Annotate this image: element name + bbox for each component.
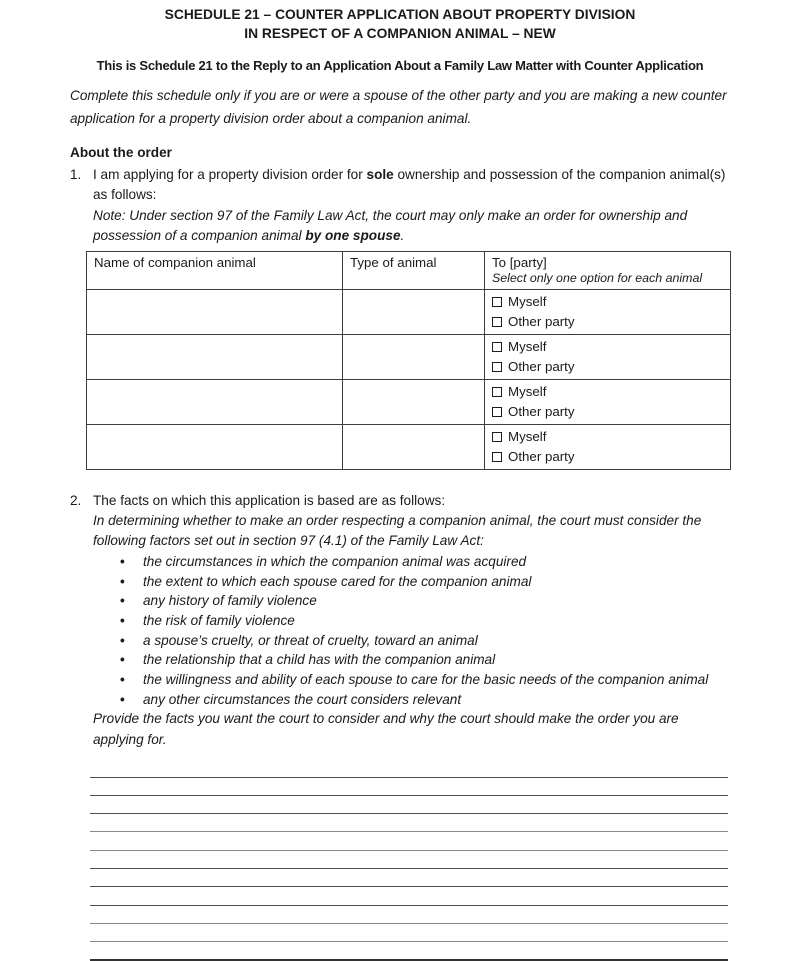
factor-item: • any other circumstances the court considers relevant — [143, 690, 730, 710]
table-row — [87, 289, 731, 334]
writing-line[interactable] — [90, 924, 728, 942]
animal-type-input-row4[interactable] — [343, 424, 485, 469]
animal-type-input-row2[interactable] — [343, 334, 485, 379]
checkbox-other-party-row2[interactable] — [492, 362, 502, 372]
option-myself-row1[interactable]: Myself — [492, 292, 724, 312]
checkbox-other-party-row1[interactable] — [492, 317, 502, 327]
item-2-text: The facts on which this application is based are as follows: — [93, 492, 446, 508]
writing-line[interactable] — [90, 759, 728, 777]
item-2-body — [93, 491, 730, 751]
factor-item: • the relationship that a child has with the companion animal — [143, 650, 730, 670]
table-row — [87, 424, 731, 469]
option-other-party-row4[interactable]: Other party — [492, 447, 724, 467]
factor-item: • any history of family violence — [143, 591, 730, 611]
writing-line[interactable] — [90, 906, 728, 924]
writing-lines — [90, 759, 728, 960]
item-1-text: I am applying for a property division order for sole ownership and possession of the companion animal(s) as follows: — [93, 167, 726, 203]
item-2-number: 2. — [70, 492, 82, 508]
item-1-note: Note: Under section 97 of the Family Law Act, the court may only make an order for ownership and possession of a companion animal by one spouse. — [93, 207, 688, 244]
item-2-note: In determining whether to make an order respecting a companion animal, the court must consider the following factors set out in section 97 (4.1) of the Family Law Act: — [93, 513, 702, 549]
factor-item: • the circumstances in which the companion animal was acquired — [143, 552, 730, 572]
animal-name-input-row3[interactable] — [87, 379, 343, 424]
factor-item: • a spouse’s cruelty, or threat of cruelty, toward an animal — [143, 631, 730, 651]
item-1-body — [93, 165, 730, 247]
writing-line[interactable] — [90, 814, 728, 832]
animal-name-input-row4[interactable] — [87, 424, 343, 469]
companion-animal-table — [86, 251, 731, 470]
column-header-party-note: Select only one option for each animal — [492, 270, 703, 285]
checkbox-other-party-row4[interactable] — [492, 452, 502, 462]
animal-type-input-row3[interactable] — [343, 379, 485, 424]
table-row — [87, 334, 731, 379]
writing-line[interactable] — [90, 832, 728, 850]
writing-line[interactable] — [90, 778, 728, 796]
page-subtitle: This is Schedule 21 to the Reply to an Application About a Family Law Matter with Counter Application — [96, 58, 704, 73]
option-myself-row2[interactable]: Myself — [492, 337, 724, 357]
column-header-type: Type of animal — [343, 251, 485, 289]
writing-line[interactable] — [90, 887, 728, 905]
writing-line[interactable] — [90, 796, 728, 814]
item-1 — [70, 165, 730, 247]
section-heading-about-the-order: About the order — [70, 145, 172, 160]
animal-name-input-row2[interactable] — [87, 334, 343, 379]
option-other-party-row3[interactable]: Other party — [492, 402, 724, 422]
checkbox-myself-row1[interactable] — [492, 297, 502, 307]
item-1-bold-sole: sole — [366, 167, 394, 182]
option-myself-row4[interactable]: Myself — [492, 427, 724, 447]
factor-item: • the willingness and ability of each spouse to care for the basic needs of the companion animal — [143, 670, 730, 690]
checkbox-myself-row2[interactable] — [492, 342, 502, 352]
writing-line[interactable] — [90, 869, 728, 887]
animal-type-input-row1[interactable] — [343, 289, 485, 334]
table-header-row — [87, 251, 731, 289]
column-header-party: To [party] Select only one option for each animal — [485, 251, 731, 289]
item-2 — [70, 491, 730, 751]
checkbox-myself-row3[interactable] — [492, 387, 502, 397]
checkbox-other-party-row3[interactable] — [492, 407, 502, 417]
page-title-line2: IN RESPECT OF A COMPANION ANIMAL – NEW — [244, 25, 556, 41]
intro-instruction: Complete this schedule only if you are or were a spouse of the other party and you are making a new counter application for a property division order about a companion animal. — [70, 88, 727, 126]
option-other-party-row2[interactable]: Other party — [492, 357, 724, 377]
item-1-number: 1. — [70, 167, 82, 182]
writing-line[interactable] — [90, 942, 728, 960]
animal-name-input-row1[interactable] — [87, 289, 343, 334]
writing-line[interactable] — [90, 851, 728, 869]
table-row — [87, 379, 731, 424]
provide-facts-instruction: Provide the facts you want the court to consider and why the court should make the order you are applying for. — [93, 711, 679, 747]
page-title-line1: SCHEDULE 21 – COUNTER APPLICATION ABOUT PROPERTY DIVISION — [164, 7, 636, 22]
page-title — [70, 6, 730, 43]
factor-item: • the extent to which each spouse cared for the companion animal — [143, 572, 730, 592]
item-1-note-bold: by one spouse — [305, 228, 401, 244]
factor-item: • the risk of family violence — [143, 611, 730, 631]
option-myself-row3[interactable]: Myself — [492, 382, 724, 402]
column-header-name: Name of companion animal — [87, 251, 343, 289]
checkbox-myself-row4[interactable] — [492, 432, 502, 442]
option-other-party-row1[interactable]: Other party — [492, 312, 724, 332]
factors-list — [93, 552, 730, 710]
